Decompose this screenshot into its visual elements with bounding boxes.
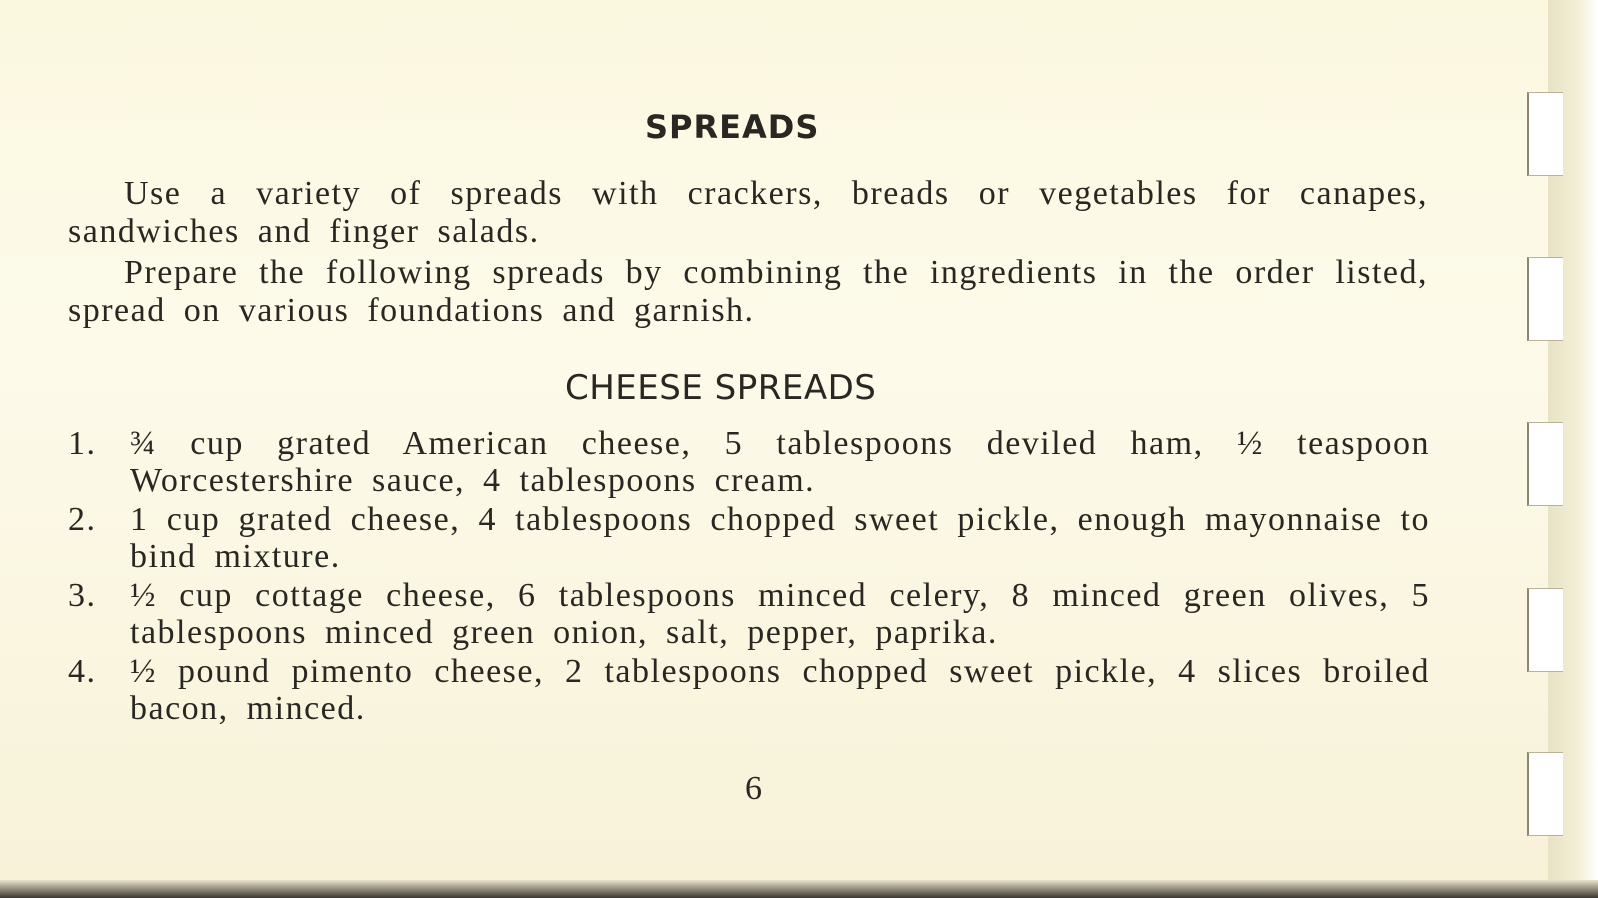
- index-tab: [1527, 257, 1563, 341]
- intro-paragraph-1: [68, 175, 1428, 251]
- intro-text-2: Prepare the following spreads by combining the ingredients in the order listed, spread on various foundations and garnish.: [68, 254, 1428, 329]
- index-tab: [1527, 588, 1563, 672]
- list-item-text: ¾ cup grated American cheese, 5 tablespoons deviled ham, ½ teaspoon Worcestershire sauce, 4 tablespoons cream.: [130, 425, 1430, 499]
- list-item-number: 2.: [68, 501, 97, 538]
- index-tab: [1527, 422, 1563, 506]
- recipe-list: [68, 425, 1430, 729]
- page-bottom-edge: [0, 880, 1598, 898]
- intro-text-1: Use a variety of spreads with crackers, breads or vegetables for canapes, sandwiches and finger salads.: [68, 175, 1428, 250]
- page-number: 6: [745, 770, 762, 807]
- list-item-number: 4.: [68, 653, 97, 690]
- subsection-heading: CHEESE SPREADS: [565, 368, 877, 408]
- list-item-text: ½ cup cottage cheese, 6 tablespoons minced celery, 8 minced green olives, 5 tablespoons minced green onion, salt, pepper, paprika.: [130, 577, 1430, 651]
- list-item: [68, 501, 1430, 575]
- intro-paragraph-2: [68, 254, 1428, 330]
- list-item-text: ½ pound pimento cheese, 2 tablespoons chopped sweet pickle, 4 slices broiled bacon, minced.: [130, 653, 1430, 727]
- index-tab: [1527, 752, 1563, 836]
- list-item-number: 3.: [68, 577, 97, 614]
- section-heading: SPREADS: [645, 108, 820, 146]
- list-item-number: 1.: [68, 425, 97, 462]
- list-item: [68, 653, 1430, 727]
- index-tab: [1527, 92, 1563, 176]
- list-item: [68, 425, 1430, 499]
- list-item-text: 1 cup grated cheese, 4 tablespoons chopped sweet pickle, enough mayonnaise to bind mixture.: [130, 501, 1430, 575]
- list-item: [68, 577, 1430, 651]
